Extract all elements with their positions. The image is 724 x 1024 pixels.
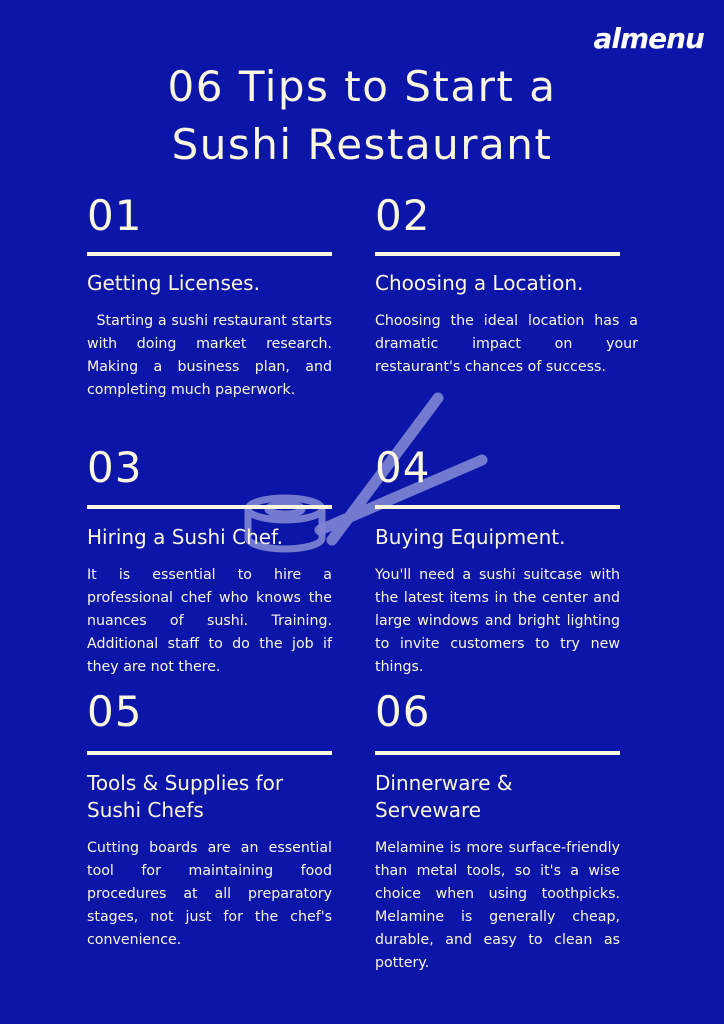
tip-heading-line: Choosing a Location. xyxy=(375,271,584,295)
divider xyxy=(87,751,332,755)
tip-heading xyxy=(87,524,283,551)
tip-card-03 xyxy=(87,443,332,686)
tip-card-02 xyxy=(375,191,640,394)
tip-heading-line: Dinnerware & xyxy=(375,771,513,795)
tip-heading-line: Serveware xyxy=(375,798,482,822)
divider xyxy=(87,252,332,256)
tip-number: 03 xyxy=(87,443,143,492)
tip-number: 06 xyxy=(375,687,431,736)
tip-heading xyxy=(375,524,565,551)
tip-card-04 xyxy=(375,443,620,686)
tip-body: You'll need a sushi suitcase with the latest items in the center and large windows and bright lighting to invite customers to try new things. xyxy=(375,567,620,675)
tip-heading-line: Getting Licenses. xyxy=(87,271,260,295)
divider xyxy=(375,505,620,509)
tip-card-01 xyxy=(87,191,332,434)
tip-heading xyxy=(375,770,513,824)
page-title-line-1: 06 Tips to Start a xyxy=(167,62,557,111)
tip-number: 01 xyxy=(87,191,143,240)
page-title xyxy=(0,58,724,174)
tip-body: Cutting boards are an essential tool for maintaining food procedures at all preparatory stages, not just for the chef's convenience. xyxy=(87,840,332,948)
page-title-line-2: Sushi Restaurant xyxy=(171,120,553,169)
tip-heading xyxy=(87,770,283,824)
tip-number: 02 xyxy=(375,191,431,240)
tip-heading-line: Buying Equipment. xyxy=(375,525,566,549)
divider xyxy=(375,252,620,256)
tip-heading xyxy=(375,270,583,297)
tip-number: 04 xyxy=(375,443,431,492)
tip-card-06 xyxy=(375,687,620,990)
tip-body: Starting a sushi restaurant starts with doing market research. Making a business plan, and completing much paperwork. xyxy=(87,313,332,398)
tip-heading-line: Sushi Chefs xyxy=(87,798,204,822)
divider xyxy=(375,751,620,755)
tip-card-05 xyxy=(87,687,332,970)
tip-heading xyxy=(87,270,260,297)
tip-heading-line: Hiring a Sushi Chef. xyxy=(87,525,283,549)
almenu-logo[interactable]: almenu xyxy=(593,22,704,55)
tip-number: 05 xyxy=(87,687,143,736)
tip-body: Melamine is more surface-friendly than metal tools, so it's a wise choice when using toothpicks. Melamine is generally cheap, durable, and easy to clean as pottery. xyxy=(375,840,620,971)
tip-heading-line: Tools & Supplies for xyxy=(87,771,284,795)
tip-body: It is essential to hire a professional chef who knows the nuances of sushi. Training. Additional staff to do the job if they are not there. xyxy=(87,567,332,675)
tip-body: Choosing the ideal location has a dramatic impact on your restaurant's chances of success. xyxy=(375,313,638,375)
divider xyxy=(87,505,332,509)
